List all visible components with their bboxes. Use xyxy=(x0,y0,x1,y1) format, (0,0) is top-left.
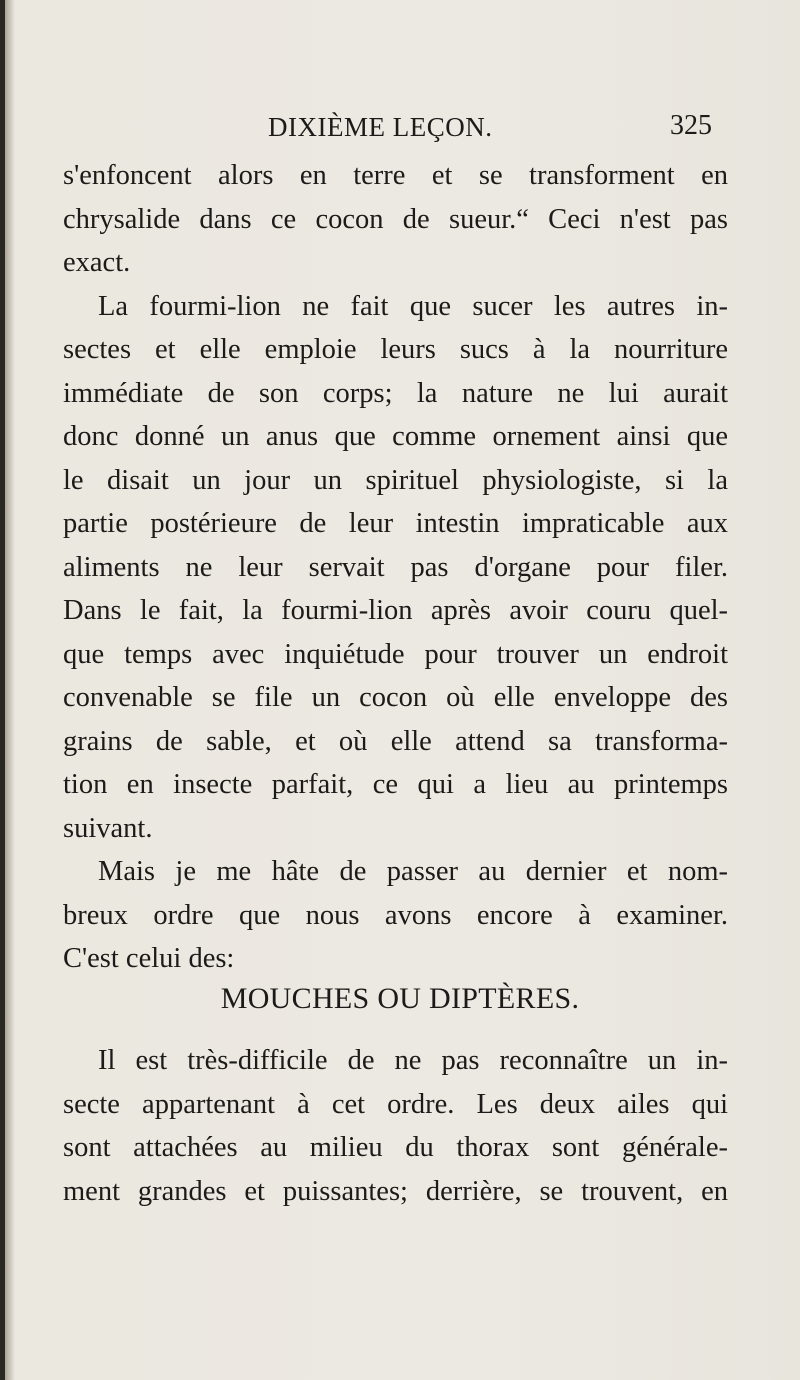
page-binding-shadow xyxy=(5,0,15,1380)
text-line: partie postérieure de leur intestin impraticable aux xyxy=(63,508,728,539)
running-head xyxy=(0,110,800,150)
text-line: C'est celui des: xyxy=(63,943,235,974)
text-line: breux ordre que nous avons encore à examiner. xyxy=(63,899,728,931)
running-head-title: DIXIÈME LEÇON. xyxy=(268,112,493,142)
text-line: sont attachées au milieu du thorax sont générale- xyxy=(63,1132,728,1163)
text-line: convenable se file un cocon où elle enveloppe des xyxy=(63,682,728,713)
text-line: que temps avec inquiétude pour trouver un endroit xyxy=(63,638,728,670)
text-line: le disait un jour un spirituel physiologiste, si la xyxy=(63,464,728,496)
text-line: ment grandes et puissantes; derrière, se trouvent, en xyxy=(63,1175,728,1207)
body-text-after-heading xyxy=(63,1039,728,1213)
text-line: tion en insecte parfait, ce qui a lieu au printemps xyxy=(63,769,728,800)
text-line: aliments ne leur servait pas d'organe pour filer. xyxy=(63,551,728,583)
text-line: exact. xyxy=(63,247,131,278)
page-number: 325 xyxy=(670,110,712,141)
text-line: secte appartenant à cet ordre. Les deux ailes qui xyxy=(63,1088,728,1120)
text-line: Il est très-difficile de ne pas reconnaître un in- xyxy=(98,1045,728,1076)
text-line: immédiate de son corps; la nature ne lui aurait xyxy=(63,377,728,409)
text-line: chrysalide dans ce cocon de sueur.“ Ceci n'est pas xyxy=(63,203,728,235)
text-line: sectes et elle emploie leurs sucs à la nourriture xyxy=(63,334,728,365)
text-line: donc donné un anus que comme ornement ainsi que xyxy=(63,421,728,452)
section-heading: MOUCHES OU DIPTÈRES. xyxy=(220,982,580,1015)
body-text-before-heading xyxy=(63,154,728,981)
text-line: grains de sable, et où elle attend sa transforma- xyxy=(63,725,728,757)
text-line: Dans le fait, la fourmi-lion après avoir couru quel- xyxy=(63,595,728,626)
text-line: suivant. xyxy=(63,812,153,844)
text-line: Mais je me hâte de passer au dernier et nom- xyxy=(98,856,728,887)
text-line: La fourmi-lion ne fait que sucer les autres in- xyxy=(98,290,728,322)
text-line: s'enfoncent alors en terre et se transforment en xyxy=(63,160,728,191)
